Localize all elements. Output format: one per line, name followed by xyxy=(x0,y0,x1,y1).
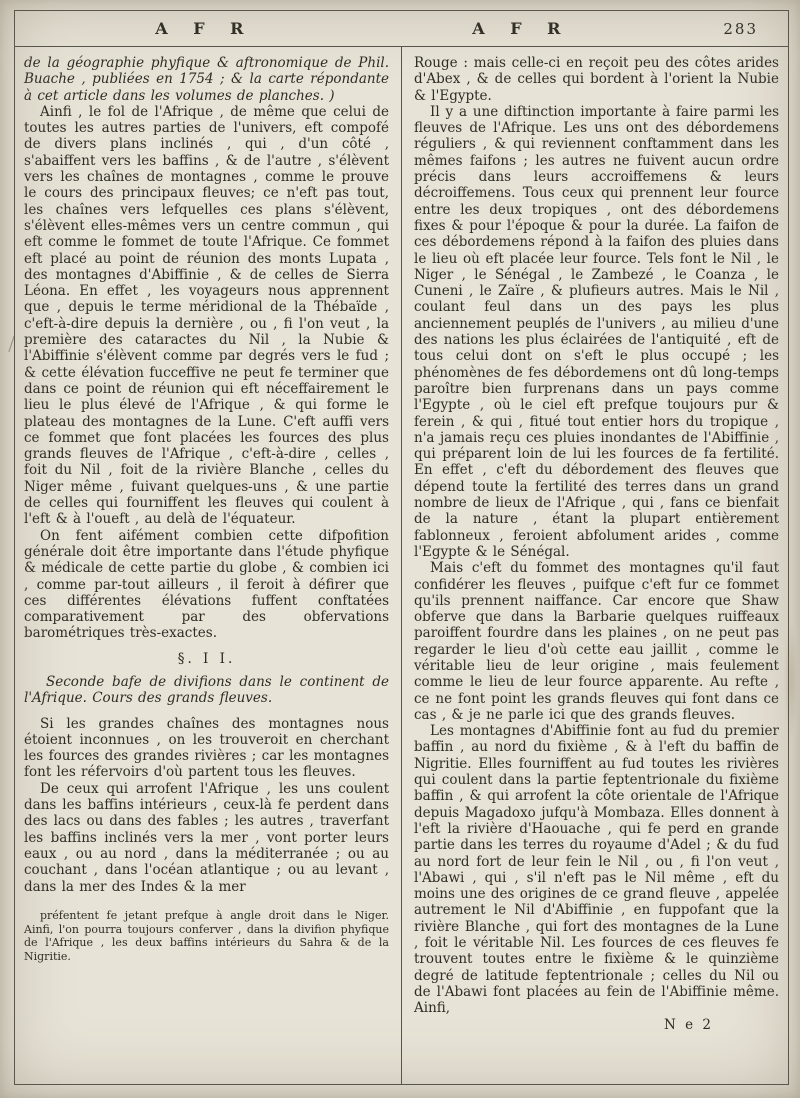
paragraph: Rouge : mais celle-ci en reçoit peu des côtes arides d'Abex , & de celles qui bordent à l'orient la Nubie & l'Egypte. xyxy=(414,55,779,104)
margin-pencil-mark xyxy=(0,336,14,352)
text-columns xyxy=(15,47,788,1084)
paragraph: De ceux qui arrofent l'Afrique , les uns coulent dans les baffins intérieurs , ceux-là fe perdent dans des lacs ou dans des fables ; les autres , traverfant les baffins inclinés vers la mer , vont porter leurs eaux , ou au nord , dans la méditerranée ; ou au couchant , dans l'océan atlantique ; ou au levant , dans la mer des Indes & la mer xyxy=(24,780,389,895)
signature-mark: N e 2 xyxy=(664,1016,713,1033)
footnote: préfentent fe jetant prefque à angle droit dans le Niger. Ainfi, l'on pourra toujours conferver , dans la divifion phyfique de l'Afrique , les deux baffins intérieurs du Sahra & de la Nigritie. xyxy=(24,908,389,964)
paragraph: Ainfi , le fol de l'Afrique , de même que celui de toutes les autres parties de l'univers, eft compofé de divers plans inclinés , qui , d'un côté , s'abaiffent vers les baffins , & de l'autre , s'élèvent vers les chaînes de montagnes , comme le prouve le cours des principaux fleuves; ce n'eft pas tout, les chaînes vers lefquelles ces plans s'élèvent, s'élèvent elles-mêmes vers un centre commun , qui eft comme le fommet de toute l'Afrique. Ce fommet eft placé au point de réunion des monts Lupata , des montagnes d'Abiffinie , & de celles de Sierra Léona. En effet , les voyageurs nous apprennent que , depuis le terme méridional de la Thébaïde , c'eft-à-dire depuis la dernière , ou , fi l'on veut , la première des cataractes du Nil , la Nubie & l'Abiffinie s'élèvent comme par degrés vers le fud ; & cette élévation fucceffive ne peut fe terminer que dans ce point de réunion qui eft néceffairement le lieu le plus élevé de l'Afrique , & qui forme le plateau des montagnes de la Lune. C'eft auffi vers ce fommet que font placées les fources des plus grands fleuves de l'Afrique , c'eft-à-dire , celles , foit du Nil , foit de la rivière Blanche , celles du Niger même , fuivant quelques-uns , & une partie de celles qui fourniffent les fleuves qui coulent à l'eft & à l'oueft , au delà de l'équateur. xyxy=(24,103,389,528)
paragraph: On fent aifément combien cette difpofition générale doit être importante dans l'étude phyfique & médicale de cette partie du globe , & combien ici , comme par-tout ailleurs , il feroit à défirer que ces différentes élévations fuffent conftatées comparativement par des obfervations barométriques très-exactes. xyxy=(24,527,389,642)
running-title-left: A F R xyxy=(155,19,254,38)
right-column xyxy=(402,47,788,1084)
page-frame xyxy=(14,10,789,1085)
running-title-right: A F R xyxy=(472,19,571,38)
paragraph: Les montagnes d'Abiffinie font au fud du premier baffin , au nord du fixième , & à l'eft du baffin de Nigritie. Elles fourniffent au fud toutes les rivières qui coulent dans la partie feptentrionale du fixième baffin , & qui arrofent la côte orientale de l'Afrique depuis Magadoxo jufqu'à Mombaza. Elles donnent à l'eft la rivière d'Haouache , qui fe perd en grande partie dans les terres du royaume d'Adel ; & du fud au nord fort de leur fein le Nil , ou , fi l'on veut , l'Abawi , qui , s'il n'eft pas le Nil même , eft du moins une des origines de ce grand fleuve , appelée autrement le Nil d'Abiffinie , en fuppofant que la rivière Blanche , qui fort des montagnes de la Lune , foit le véritable Nil. Les fources de ces fleuves fe trouvent toutes entre le fixième & le quinzième degré de latitude feptentrionale ; celles du Nil ou de l'Abawi font placées au fein de l'Abiffinie même. Ainfi, xyxy=(414,723,779,1017)
paragraph: de la géographie phyfique & aftronomique de Phil. Buache , publiées en 1754 ; & la carte répondante à cet article dans les volumes de planches. ) xyxy=(24,55,389,104)
subsection-title: Seconde bafe de divifions dans le continent de l'Afrique. Cours des grands fleuves. xyxy=(24,673,389,707)
paragraph: Si les grandes chaînes des montagnes nous étoient inconnues , on les trouveroit en cherchant les fources des grandes rivières ; car les montagnes font les réfervoirs d'où partent tous les fleuves. xyxy=(24,715,389,781)
section-mark: §. I I. xyxy=(177,650,236,667)
paragraph: Il y a une diftinction importante à faire parmi les fleuves de l'Afrique. Les uns ont des débordemens réguliers , & qui reviennent conftamment dans les mêmes faifons ; les autres ne fuivent aucun ordre précis dans leurs accroiffemens & leurs décroiffemens. Tous ceux qui prennent leur fource entre les deux tropiques , ont des débordemens fixes & pour l'époque & pour la durée. La faifon de ces débordemens répond à la faifon des pluies dans le lieu où eft placée leur fource. Tels font le Nil , le Niger , le Sénégal , le Zambezé , le Coanza , le Cuneni , le Zaïre , & plufieurs autres. Mais le Nil , coulant feul dans un des pays les plus anciennement peuplés de l'univers , au milieu d'une des nations les plus éclairées de l'antiquité , eft de tous celui dont on s'eft le plus occupé ; les phénomènes de fes débordemens ont dû long-temps paroître bien furprenans dans un pays comme l'Egypte , où le ciel eft prefque toujours pur & ferein , & qui , fitué tout entier hors du tropique , n'a jamais reçu ces pluies inondantes de l'Abiffinie , qui préparent loin de lui les fources de fa fertilité. En effet , c'eft du débordement des fleuves que dépend toute la fertilité des terres dans un grand nombre de lieux de l'Afrique , qui , fans ce bienfait de la nature , étant la plupart entièrement fablonneux , feroient abfolument arides , comme l'Egypte & le Sénégal. xyxy=(414,103,779,560)
left-column xyxy=(15,47,401,1084)
paragraph: Mais c'eft du fommet des montagnes qu'il faut confidérer les fleuves , puifque c'eft fur ce fommet qu'ils prennent naiffance. Car encore que Shaw obferve que dans la Barbarie quelques ruiffeaux paroiffent fourdre dans les plaines , on ne peut pas regarder le lieu d'où cette eau jaillit , comme le véritable lieu de leur origine , mais feulement comme le lieu de leur fource apparente. Au refte , ce ne font point les grands fleuves qui font dans ce cas , & je ne parle ici que des grands fleuves. xyxy=(414,560,779,723)
page-number: 283 xyxy=(723,20,758,38)
page-header xyxy=(15,11,788,46)
